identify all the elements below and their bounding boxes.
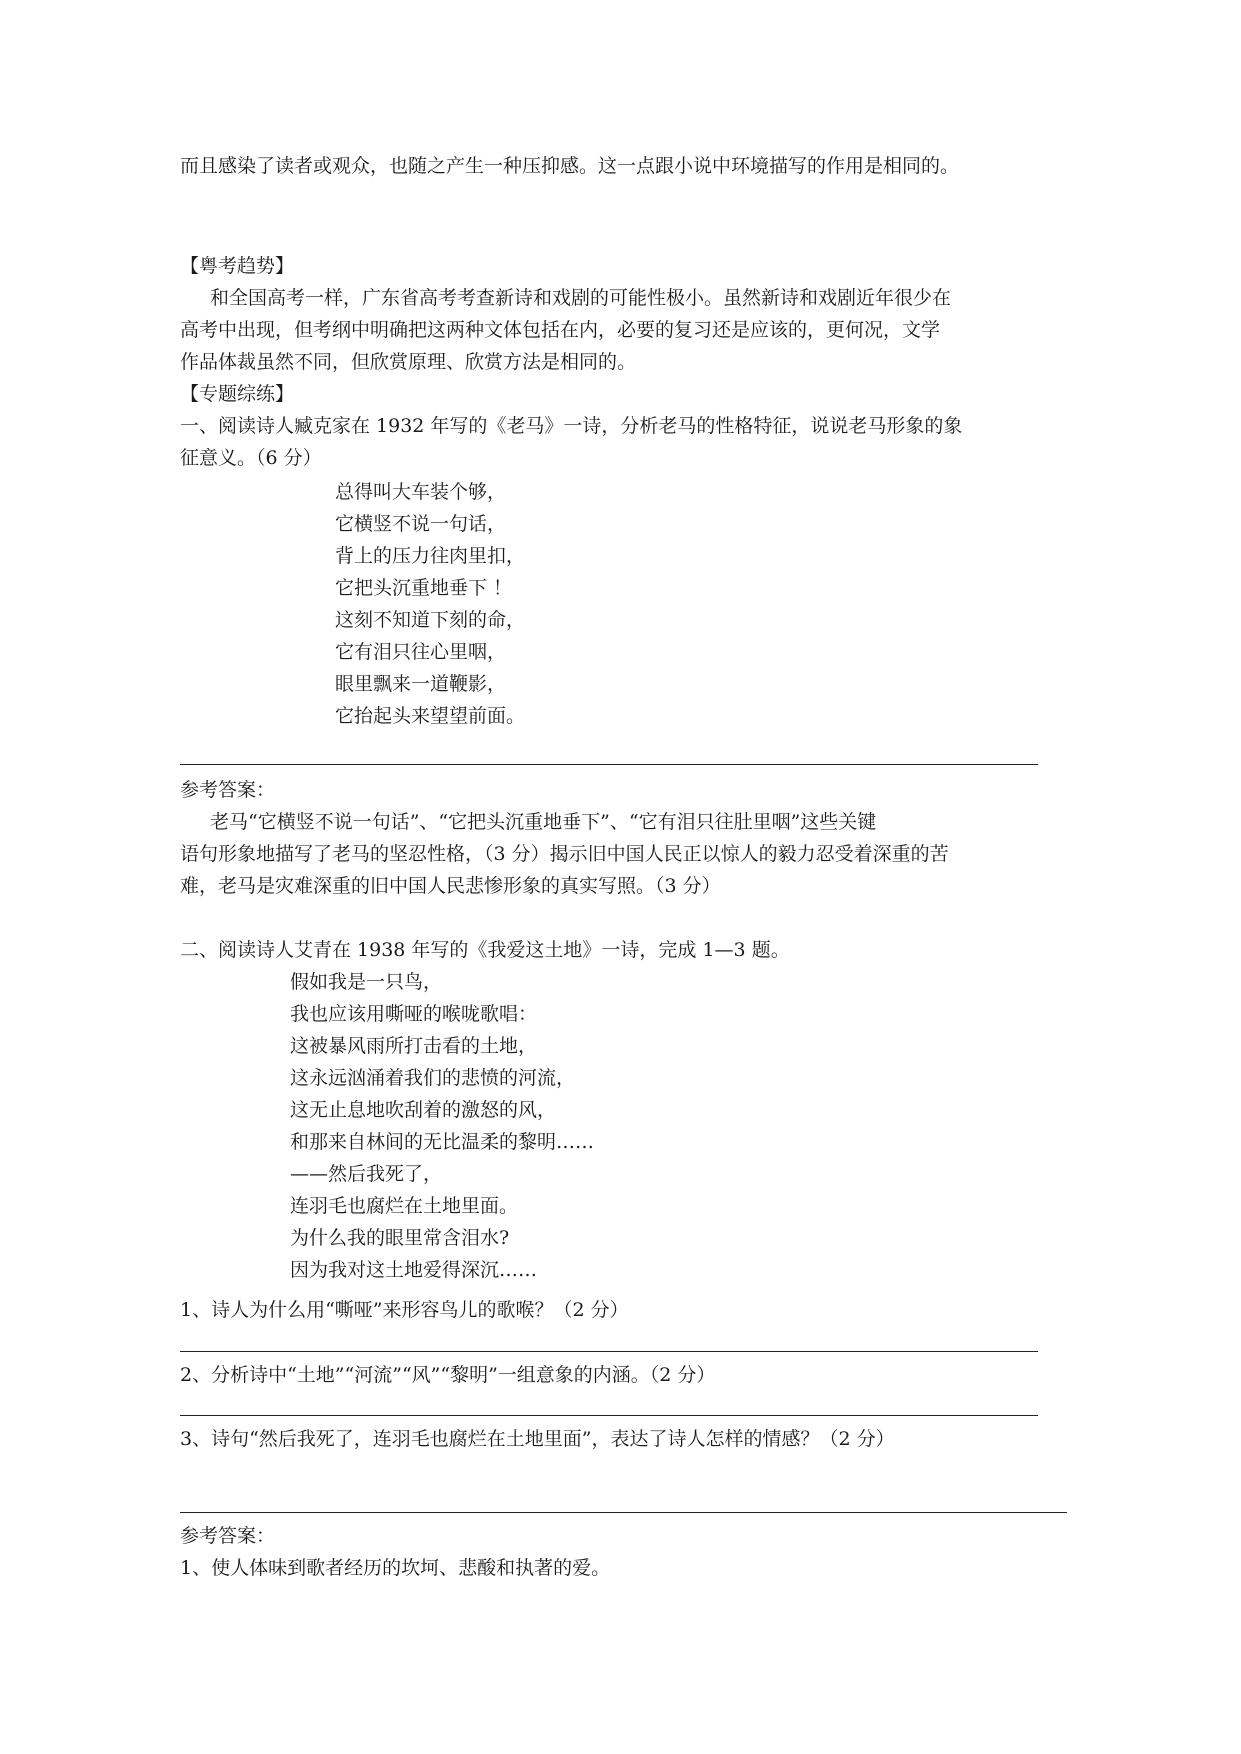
poem-line: 这刻不知道下刻的命， xyxy=(335,609,526,631)
poem-line: 它抬起头来望望前面。 xyxy=(335,705,526,727)
answer-text: 老马“它横竖不说一句话”、“它把头沉重地垂下”、“它有泪只往肚里咽”这些关键 xyxy=(210,811,877,833)
answer-label: 参考答案： xyxy=(180,1525,276,1547)
trend-paragraph-line: 高考中出现，但考纲中明确把这两种文体包括在内，必要的复习还是应该的，更何况，文学 xyxy=(180,319,941,341)
poem-line: 为什么我的眼里常含泪水? xyxy=(290,1227,510,1249)
answer-text: 语句形象地描写了老马的坚忍性格，（3 分）揭示旧中国人民正以惊人的毅力忍受着深重的苦 xyxy=(180,843,949,865)
answer-line xyxy=(180,1351,1038,1352)
question-1-text: 征意义。（6 分） xyxy=(180,447,322,469)
sub-question: 3、诗句“然后我死了，连羽毛也腐烂在土地里面”，表达了诗人怎样的情感？（2 分） xyxy=(180,1428,895,1450)
answer-line xyxy=(180,1512,1067,1513)
answer-text: 1、使人体味到歌者经历的坎坷、悲酸和执著的爱。 xyxy=(180,1557,611,1579)
answer-label: 参考答案： xyxy=(180,779,276,801)
practice-heading: 【专题综练】 xyxy=(180,383,295,405)
poem-line: 连羽毛也腐烂在土地里面。 xyxy=(290,1195,519,1217)
trend-heading: 【粤考趋势】 xyxy=(180,255,295,277)
question-2-intro: 二、阅读诗人艾青在 1938 年写的《我爱这土地》一诗，完成 1—3 题。 xyxy=(180,939,790,961)
poem-line: 它把头沉重地垂下 ！ xyxy=(335,577,513,599)
trend-paragraph-line: 和全国高考一样，广东省高考考查新诗和戏剧的可能性极小。虽然新诗和戏剧近年很少在 xyxy=(210,287,952,309)
poem-line: 总得叫大车装个够， xyxy=(335,481,507,503)
answer-line xyxy=(180,1415,1038,1416)
poem-line: 这无止息地吹刮着的激怒的风， xyxy=(290,1099,557,1121)
poem-line: 它横竖不说一句话， xyxy=(335,513,507,535)
trend-paragraph-line: 作品体裁虽然不同，但欣赏原理、欣赏方法是相同的。 xyxy=(180,351,637,373)
poem-line: 我也应该用嘶哑的喉咙歌唱： xyxy=(290,1003,538,1025)
question-1-text: 一、阅读诗人臧克家在 1932 年写的《老马》一诗，分析老马的性格特征，说说老马形象的象 xyxy=(180,415,963,437)
sub-question: 2、分析诗中“土地”“河流”“风”“黎明”一组意象的内涵。（2 分） xyxy=(180,1364,716,1386)
poem-line: ——然后我死了， xyxy=(290,1163,443,1185)
poem-line: 这被暴风雨所打击看的土地， xyxy=(290,1035,538,1057)
poem-line: 因为我对这土地爱得深沉…… xyxy=(290,1259,538,1281)
intro-line: 而且感染了读者或观众，也随之产生一种压抑感。这一点跟小说中环境描写的作用是相同的。 xyxy=(180,155,960,177)
poem-line: 它有泪只往心里咽， xyxy=(335,641,507,663)
poem-line: 眼里飘来一道鞭影， xyxy=(335,673,507,695)
answer-line xyxy=(180,764,1038,765)
poem-line: 这永远汹涌着我们的悲愤的河流， xyxy=(290,1067,576,1089)
poem-line: 假如我是一只鸟， xyxy=(290,971,443,993)
sub-question: 1、诗人为什么用“嘶哑”来形容鸟儿的歌喉？（2 分） xyxy=(180,1299,629,1321)
poem-line: 和那来自林间的无比温柔的黎明…… xyxy=(290,1131,595,1153)
answer-text: 难，老马是灾难深重的旧中国人民悲惨形象的真实写照。（3 分） xyxy=(180,875,721,897)
poem-line: 背上的压力往肉里扣， xyxy=(335,545,526,567)
